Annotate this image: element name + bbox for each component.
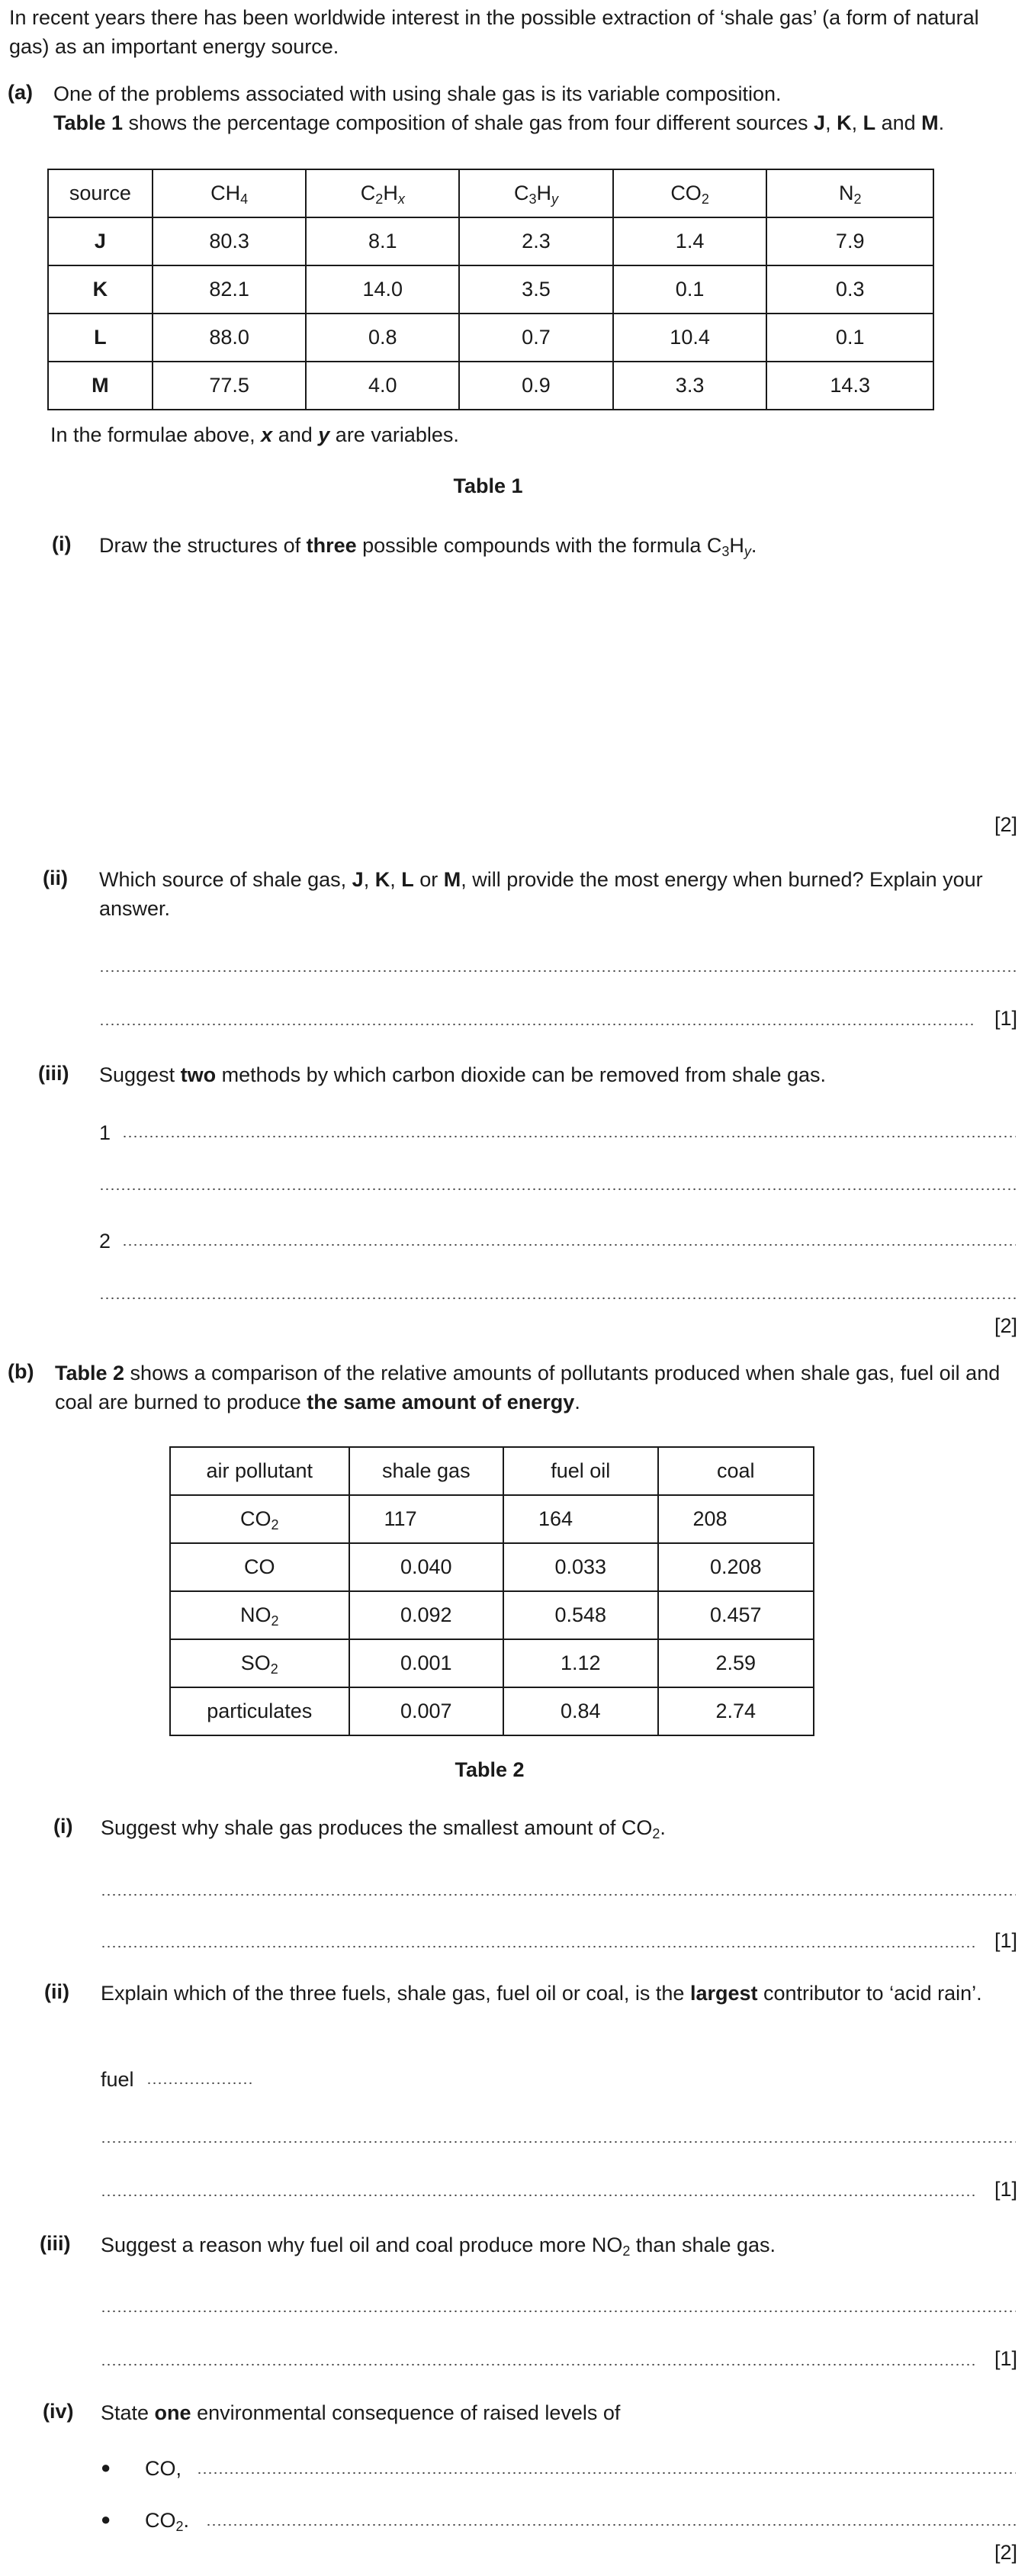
- table-cell: J: [48, 217, 153, 265]
- answer-number: 2: [99, 1230, 111, 1253]
- part-a-line2: Table 1 shows the percentage composition of shale gas from four different sources J, K, L and M.: [53, 111, 945, 134]
- table-cell: 3.5: [459, 265, 613, 314]
- b-i-label: (i): [53, 1815, 73, 1838]
- table-cell: K: [48, 265, 153, 314]
- table-row: [170, 1543, 814, 1591]
- b-iv-label: (iv): [43, 2400, 74, 2423]
- b-iv-mark: [2]: [994, 2541, 1017, 2564]
- table-cell: 0.84: [503, 1687, 657, 1735]
- table-row: [170, 1687, 814, 1735]
- table-row: [170, 1447, 814, 1495]
- fuel-label: fuel: [101, 2068, 134, 2091]
- table-cell: 2.74: [658, 1687, 814, 1735]
- table-cell: 88.0: [153, 314, 307, 362]
- answer-line[interactable]: [122, 1135, 1016, 1138]
- table-cell: $NO_2$: [170, 1591, 349, 1639]
- table-cell: 2.3: [459, 217, 613, 265]
- table-header: source: [48, 169, 153, 217]
- table-header: shale gas: [349, 1447, 503, 1495]
- table-cell: 0.040: [349, 1543, 503, 1591]
- table-cell: particulates: [170, 1687, 349, 1735]
- a-ii-label: (ii): [43, 867, 68, 889]
- table-1-caption: Table 1: [453, 474, 523, 497]
- table-cell: 4.0: [306, 362, 459, 410]
- table-row: [170, 1639, 814, 1687]
- part-a-intro: [53, 79, 1014, 137]
- answer-line[interactable]: [99, 1188, 1016, 1191]
- a-i-label: (i): [52, 532, 72, 555]
- table-header: $CH_4$: [153, 169, 307, 217]
- table-cell: 0.1: [766, 314, 933, 362]
- table-cell: 0.001: [349, 1639, 503, 1687]
- b-i-mark: [1]: [994, 1929, 1017, 1952]
- table-1: [47, 169, 934, 410]
- answer-line[interactable]: [99, 1297, 1016, 1300]
- table-row: [170, 1591, 814, 1639]
- table-cell: 0.548: [503, 1591, 657, 1639]
- table-header: $C_2H_x$: [306, 169, 459, 217]
- table-cell: 3.3: [613, 362, 767, 410]
- table-cell: 0.457: [658, 1591, 814, 1639]
- table-cell: 0.7: [459, 314, 613, 362]
- b-ii-label: (ii): [44, 1980, 69, 2003]
- answer-line[interactable]: [101, 1945, 975, 1948]
- table-cell: 80.3: [153, 217, 307, 265]
- part-a-line1: One of the problems associated with using shale gas is its variable composition.: [53, 82, 782, 105]
- table-cell: $CO_2$: [170, 1495, 349, 1543]
- intro-text: In recent years there has been worldwide interest in the possible extraction of ‘shale gas’ (a form of natural gas) as an important energy source.: [9, 6, 979, 58]
- b-iv-question: State one environmental consequence of raised levels of: [101, 2401, 621, 2424]
- table-2-caption: Table 2: [455, 1758, 525, 1781]
- table-cell: 14.0: [306, 265, 459, 314]
- table-1-note: In the formulae above, x and y are variables.: [50, 423, 459, 446]
- answer-number: 1: [99, 1121, 111, 1144]
- table-cell: 14.3: [766, 362, 933, 410]
- table-cell: 7.9: [766, 217, 933, 265]
- answer-line[interactable]: [101, 2310, 1016, 2313]
- table-cell: 0.3: [766, 265, 933, 314]
- table-row: [48, 169, 933, 217]
- table-cell: CO: [170, 1543, 349, 1591]
- table-row: [48, 265, 933, 314]
- table-row: [48, 217, 933, 265]
- answer-line[interactable]: [101, 2194, 975, 2197]
- a-iii-mark: [2]: [994, 1314, 1017, 1337]
- a-iii-label: (iii): [38, 1062, 69, 1085]
- answer-line[interactable]: [101, 2140, 1016, 2143]
- table-cell: 0.033: [503, 1543, 657, 1591]
- bullet-icon: ●: [101, 2510, 111, 2529]
- answer-line[interactable]: [99, 1023, 975, 1026]
- table-cell: 82.1: [153, 265, 307, 314]
- table-row: [48, 362, 933, 410]
- table-cell: 2.59: [658, 1639, 814, 1687]
- table-cell: 10.4: [613, 314, 767, 362]
- table-header: coal: [658, 1447, 814, 1495]
- table-row: [170, 1495, 814, 1543]
- answer-line[interactable]: [101, 1893, 1016, 1896]
- table-cell: 0.1: [613, 265, 767, 314]
- table-cell: 117: [349, 1495, 503, 1543]
- table-cell: 164: [503, 1495, 657, 1543]
- part-b-intro: Table 2 shows a comparison of the relative amounts of pollutants produced when shale gas, fuel oil and coal are burned to produce the same amount of energy.: [55, 1362, 1001, 1413]
- a-i-question: Draw the structures of three possible compounds with the formula $C_3H_y$.: [99, 534, 757, 559]
- answer-line[interactable]: [197, 2471, 1016, 2475]
- answer-line[interactable]: [122, 1243, 1016, 1246]
- bullet-co2: $CO_2$.: [145, 2509, 190, 2534]
- table-cell: 208: [658, 1495, 814, 1543]
- table-cell: 77.5: [153, 362, 307, 410]
- answer-line[interactable]: [101, 2363, 975, 2366]
- a-iii-question: Suggest two methods by which carbon dioxide can be removed from shale gas.: [99, 1063, 827, 1086]
- a-ii-question: Which source of shale gas, J, K, L or M, will provide the most energy when burned? Explain your answer.: [99, 868, 983, 920]
- bullet-icon: ●: [101, 2458, 111, 2477]
- b-i-question: Suggest why shale gas produces the smallest amount of $CO_2$.: [101, 1816, 666, 1841]
- a-i-mark: [2]: [994, 813, 1017, 836]
- fuel-answer-line[interactable]: [146, 2082, 255, 2085]
- a-ii-mark: [1]: [994, 1007, 1017, 1030]
- part-b-label: (b): [8, 1360, 34, 1383]
- table-header: $N_2$: [766, 169, 933, 217]
- table-header: $CO_2$: [613, 169, 767, 217]
- table-cell: 0.208: [658, 1543, 814, 1591]
- table-header: fuel oil: [503, 1447, 657, 1495]
- table-cell: 0.007: [349, 1687, 503, 1735]
- table-header: air pollutant: [170, 1447, 349, 1495]
- b-iii-mark: [1]: [994, 2347, 1017, 2370]
- b-ii-mark: [1]: [994, 2178, 1017, 2201]
- bullet-co: CO,: [145, 2457, 182, 2480]
- table-cell: 0.8: [306, 314, 459, 362]
- table-cell: 1.4: [613, 217, 767, 265]
- answer-line[interactable]: [99, 970, 1016, 973]
- table-cell: 0.092: [349, 1591, 503, 1639]
- part-a-label: (a): [8, 81, 33, 104]
- table-cell: 1.12: [503, 1639, 657, 1687]
- b-ii-question: Explain which of the three fuels, shale gas, fuel oil or coal, is the largest contributor to ‘acid rain’.: [101, 1982, 982, 2005]
- b-iii-label: (iii): [40, 2232, 71, 2255]
- table-cell: 8.1: [306, 217, 459, 265]
- answer-line[interactable]: [206, 2523, 1016, 2526]
- table-2: [169, 1446, 814, 1736]
- table-header: $C_3H_y$: [459, 169, 613, 217]
- table-row: [48, 314, 933, 362]
- drawing-space[interactable]: [99, 568, 1007, 812]
- table-cell: M: [48, 362, 153, 410]
- b-iii-question: Suggest a reason why fuel oil and coal produce more $NO_2$ than shale gas.: [101, 2233, 776, 2259]
- table-cell: L: [48, 314, 153, 362]
- table-cell: $SO_2$: [170, 1639, 349, 1687]
- table-cell: 0.9: [459, 362, 613, 410]
